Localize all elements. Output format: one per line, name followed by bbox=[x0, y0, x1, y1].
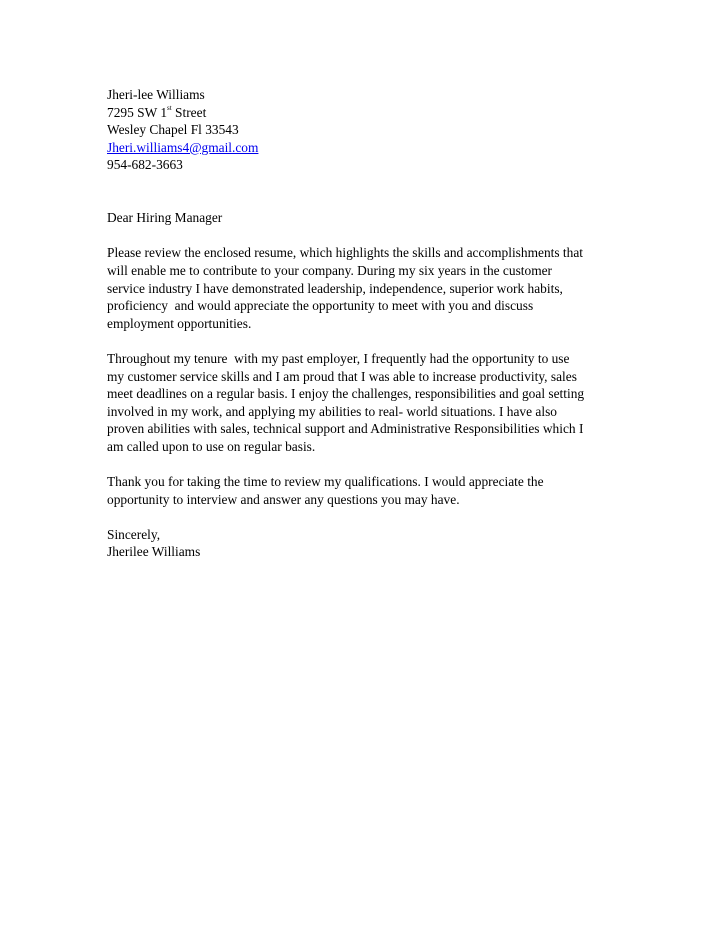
closing: Sincerely, bbox=[107, 526, 161, 542]
paragraph-line: service industry I have demonstrated leadership, independence, superior work habits, bbox=[107, 280, 563, 296]
paragraph-line: Throughout my tenure with my past employer, I frequently had the opportunity to use bbox=[107, 350, 570, 366]
paragraph-line: meet deadlines on a regular basis. I enjoy the challenges, responsibilities and goal setting bbox=[107, 386, 585, 402]
signature-name: Jherilee Williams bbox=[107, 544, 201, 560]
paragraph-line: am called upon to use on regular basis. bbox=[107, 438, 316, 454]
street-address-part: 7295 SW 1 bbox=[107, 104, 168, 120]
sender-block bbox=[107, 86, 647, 174]
paragraph-line: opportunity to interview and answer any questions you may have. bbox=[107, 491, 460, 507]
street-address-rest: Street bbox=[171, 104, 207, 120]
paragraph-3 bbox=[107, 473, 647, 508]
ordinal-suffix: st bbox=[167, 104, 172, 113]
paragraph-line: proficiency and would appreciate the opportunity to meet with you and discuss bbox=[107, 298, 534, 314]
paragraph-line: employment opportunities. bbox=[107, 315, 252, 331]
salutation: Dear Hiring Manager bbox=[107, 210, 223, 226]
paragraph-2 bbox=[107, 350, 647, 456]
sender-street-address bbox=[107, 104, 647, 122]
paragraph-line: my customer service skills and I am proud that I was able to increase productivity, sales bbox=[107, 368, 577, 384]
paragraph-1 bbox=[107, 244, 647, 332]
paragraph-line: involved in my work, and applying my abilities to real- world situations. I have also bbox=[107, 403, 557, 419]
sender-name: Jheri-lee Williams bbox=[107, 87, 205, 102]
paragraph-line: Please review the enclosed resume, which highlights the skills and accomplishments that bbox=[107, 245, 584, 261]
sender-phone: 954-682-3663 bbox=[107, 157, 183, 173]
sender-city-line: Wesley Chapel Fl 33543 bbox=[107, 122, 239, 138]
sender-email-link[interactable]: Jheri.williams4@gmail.com bbox=[107, 139, 259, 155]
cover-letter bbox=[107, 86, 647, 561]
paragraph-line: proven abilities with sales, technical support and Administrative Responsibilities which I bbox=[107, 421, 584, 437]
paragraph-line: Thank you for taking the time to review my qualifications. I would appreciate the bbox=[107, 474, 544, 490]
paragraph-line: will enable me to contribute to your company. During my six years in the customer bbox=[107, 262, 553, 278]
